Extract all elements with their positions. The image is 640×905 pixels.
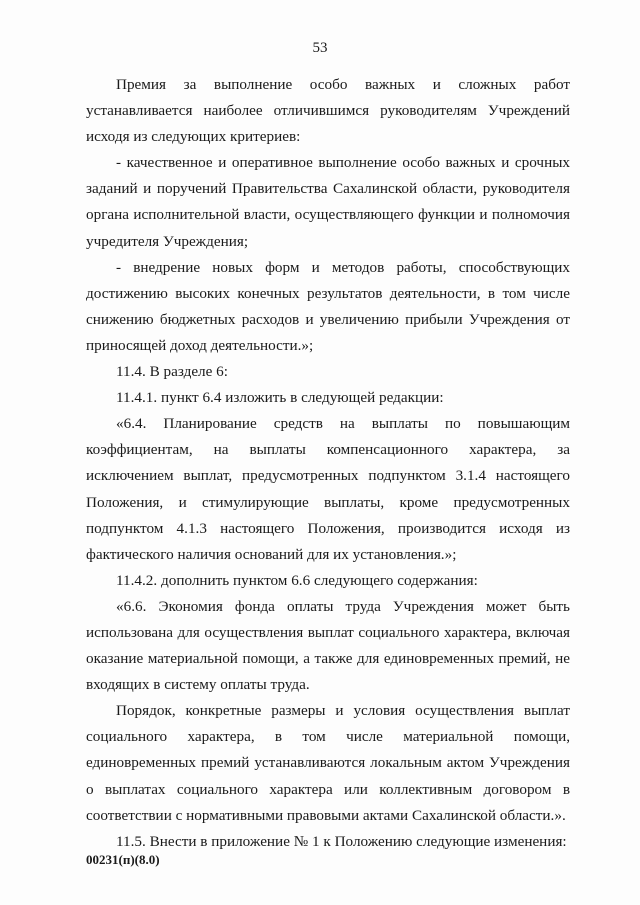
paragraph-criterion-1: - качественное и оперативное выполнение особо важных и срочных заданий и поручений Правительства Сахалинской области, руководителя органа исполнительной власти, осуществляющего функции и полномочия учредителя Учреждения; bbox=[86, 154, 570, 250]
paragraph-11-4: 11.4. В разделе 6: bbox=[116, 363, 228, 381]
paragraph-6-4: «6.4. Планирование средств на выплаты по повышающим коэффициентам, на выплаты компенсационного характера, за исключением выплат, предусмотренных подпунктом 3.1.4 настоящего Положения, и стимулирующие выплаты, кроме предусмотренных подпунктом 4.1.3 настоящего Положения, производится исходя из фактического наличия оснований для их установления.»; bbox=[86, 415, 570, 563]
paragraph-11-5: 11.5. Внести в приложение № 1 к Положению следующие изменения: bbox=[116, 832, 567, 850]
paragraph-11-4-1: 11.4.1. пункт 6.4 изложить в следующей редакции: bbox=[116, 389, 444, 407]
paragraph-bonus-criteria: Премия за выполнение особо важных и сложных работ устанавливается наиболее отличившимся руководителям Учреждений исходя из следующих критериев: bbox=[86, 76, 570, 146]
page-number: 53 bbox=[312, 40, 328, 56]
paragraph-criterion-2: - внедрение новых форм и методов работы, способствующих достижению высоких конечных результатов деятельности, в том числе снижению бюджетных расходов и увеличению прибыли Учреждения от приносящей доход деятельности.»; bbox=[86, 258, 570, 354]
document-body bbox=[86, 72, 570, 855]
document-code: 00231(п)(8.0) bbox=[86, 852, 160, 867]
paragraph-6-6: «6.6. Экономия фонда оплаты труда Учреждения может быть использована для осуществления выплат социального характера, включая оказание материальной помощи, а также для единовременных премий, не входящих в систему оплаты труда. bbox=[86, 597, 570, 694]
paragraph-11-4-2: 11.4.2. дополнить пунктом 6.6 следующего содержания: bbox=[116, 571, 478, 589]
paragraph-procedure: Порядок, конкретные размеры и условия осуществления выплат социального характера, в том числе материальной помощи, единовременных премий устанавливаются локальным актом Учреждения о выплатах социального характера или коллективным договором в соответствии с нормативными правовыми актами Сахалинской области.». bbox=[86, 702, 570, 824]
